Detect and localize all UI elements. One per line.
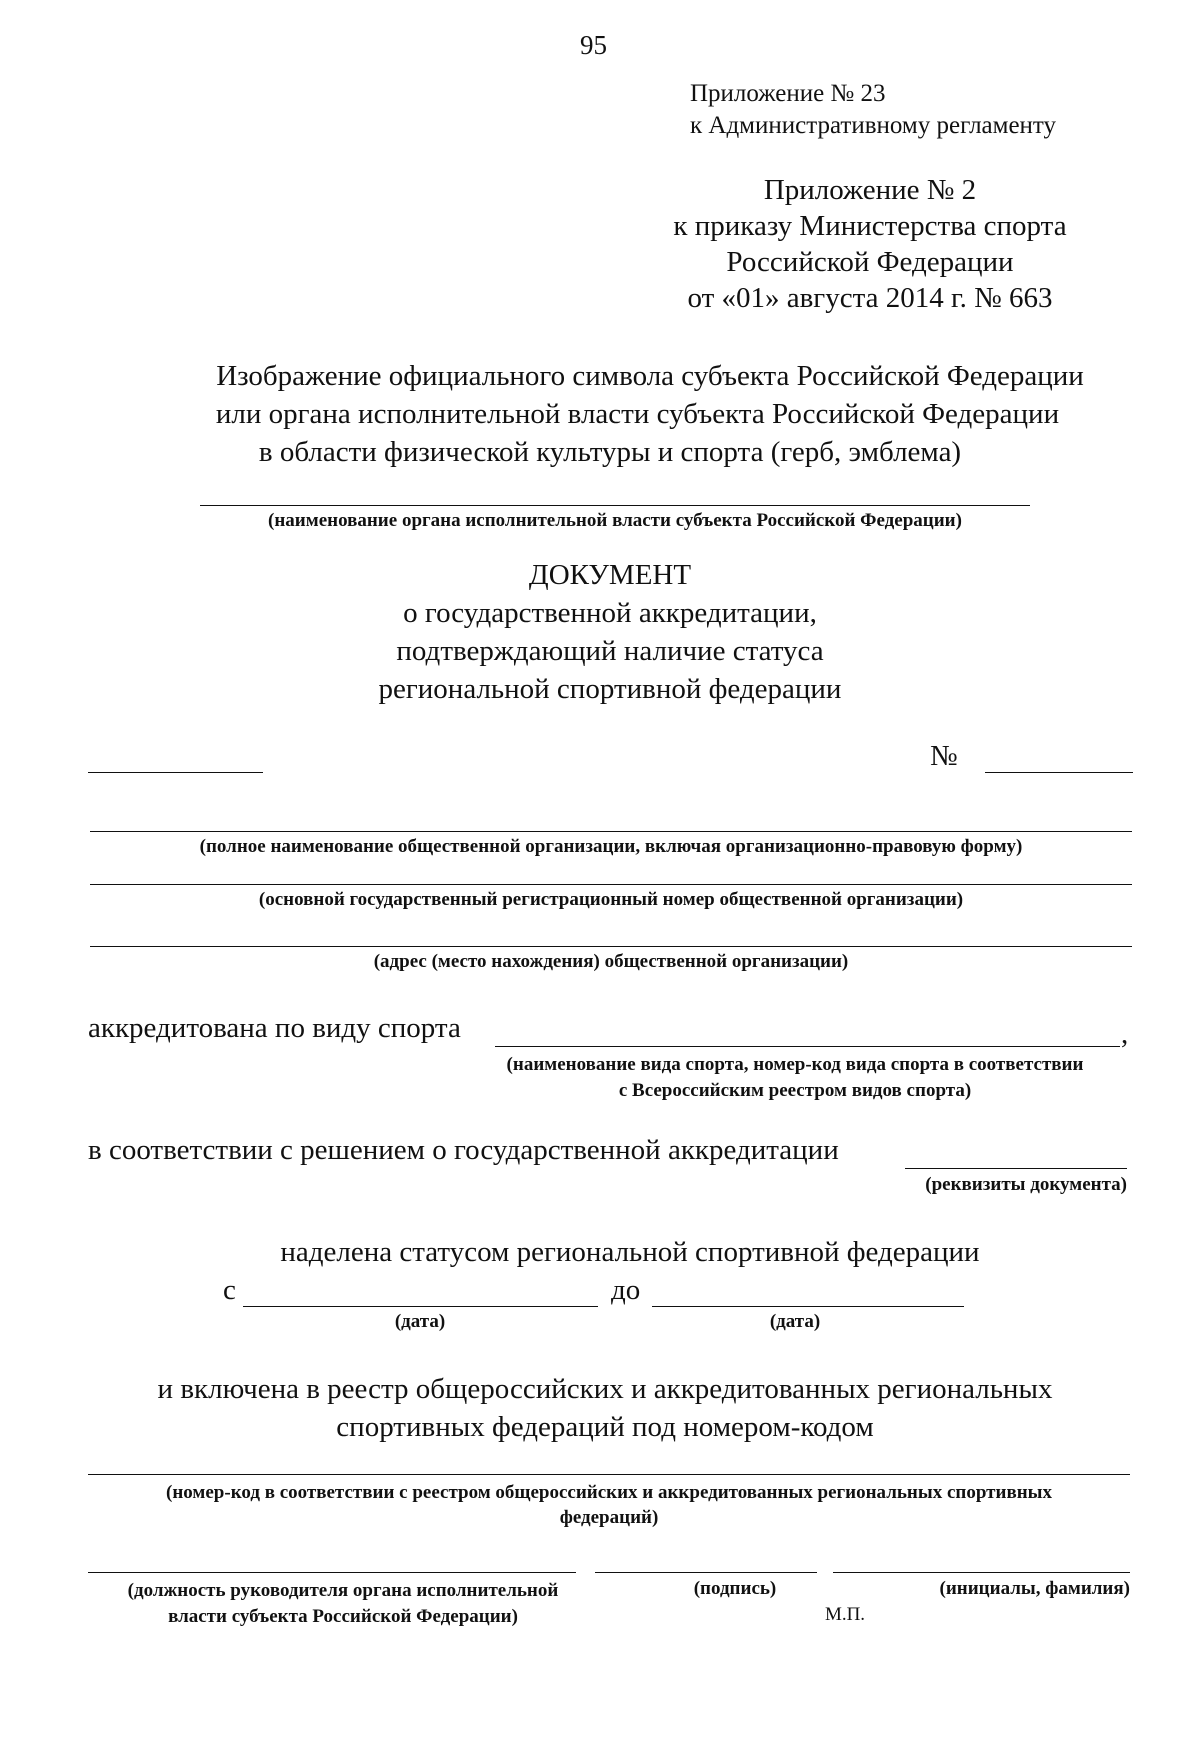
sport-line (495, 1046, 1120, 1047)
status-to-line (652, 1306, 964, 1307)
page-number: 95 (580, 30, 607, 60)
number-line (985, 772, 1133, 773)
decision-line (905, 1168, 1127, 1169)
number-sign: № (930, 740, 958, 772)
status-heading (150, 1236, 1150, 1269)
caption-signature: (подпись) (693, 1578, 777, 1599)
caption-address: (адрес (место нахождения) общественной организации) (373, 951, 849, 972)
document-title (300, 556, 920, 708)
appendix-23 (690, 78, 1056, 142)
date-line (88, 772, 263, 773)
registry-code-line (88, 1474, 1130, 1475)
registry-text (90, 1370, 1120, 1446)
appendix-23-line1: Приложение № 23 (690, 80, 886, 107)
signature-line (595, 1572, 817, 1573)
appendix-2 (630, 172, 1110, 316)
appendix-2-line3: Российской Федерации (726, 246, 1014, 278)
caption-registry-line1: (номер-код в соответствии с реестром общероссийских и аккредитованных региональных спортивных (166, 1482, 1052, 1503)
stamp-label: М.П. (824, 1604, 866, 1625)
status-from-line (243, 1306, 598, 1307)
appendix-2-line4: от «01» августа 2014 г. № 663 (687, 282, 1053, 314)
status-to-label: до (611, 1274, 641, 1306)
document-title-line4: региональной спортивной федерации (378, 673, 842, 705)
caption-sport (470, 1052, 1120, 1104)
document-title-line2: о государственной аккредитации, (403, 597, 817, 629)
accredited-comma: , (1121, 1018, 1129, 1050)
org-name-line (90, 831, 1132, 832)
caption-position-line2: власти субъекта Российской Федерации) (168, 1606, 518, 1627)
document-title-line1: ДОКУМЕНТ (528, 559, 692, 591)
ogrn-line (90, 884, 1132, 885)
appendix-2-line1: Приложение № 2 (763, 174, 977, 206)
caption-position (88, 1578, 598, 1630)
caption-registry-line2: федераций) (559, 1507, 659, 1528)
name-line (833, 1572, 1130, 1573)
registry-line1: и включена в реестр общероссийских и аккредитованных региональных (157, 1373, 1053, 1405)
appendix-23-line2: к Административному регламенту (690, 112, 1057, 139)
caption-position-line1: (должность руководителя органа исполнительной (127, 1580, 559, 1601)
authority-line (200, 505, 1030, 506)
symbol-heading-line2: или органа исполнительной власти субъекта Российской Федерации (215, 398, 1060, 430)
position-line (88, 1572, 576, 1573)
date-caption-to: (дата) (769, 1311, 821, 1332)
status-heading-text: наделена статусом региональной спортивной федерации (280, 1236, 980, 1268)
accredited-label: аккредитована по виду спорта (88, 1012, 461, 1044)
document-title-line3: подтверждающий наличие статуса (396, 635, 824, 667)
symbol-heading (100, 357, 1200, 471)
registry-line2: спортивных федераций под номером-кодом (336, 1411, 874, 1443)
caption-decision: (реквизиты документа) (925, 1174, 1127, 1195)
symbol-heading-line1: Изображение официального символа субъекта Российской Федерации (216, 360, 1084, 392)
date-caption-from: (дата) (394, 1311, 446, 1332)
decision-label: в соответствии с решением о государственной аккредитации (88, 1134, 839, 1166)
status-from-label: с (223, 1274, 236, 1306)
caption-name: (инициалы, фамилия) (939, 1578, 1130, 1599)
address-line (90, 946, 1132, 947)
caption-authority: (наименование органа исполнительной власти субъекта Российской Федерации) (268, 510, 962, 531)
caption-sport-line2: с Всероссийским реестром видов спорта) (618, 1080, 972, 1101)
appendix-2-line2: к приказу Министерства спорта (673, 210, 1067, 242)
caption-registry (88, 1480, 1130, 1530)
symbol-heading-line3: в области физической культуры и спорта (герб, эмблема) (258, 436, 962, 468)
caption-org-name: (полное наименование общественной организации, включая организационно-правовую форму) (199, 836, 1023, 857)
caption-sport-line1: (наименование вида спорта, номер-код вида спорта в соответствии (506, 1054, 1084, 1075)
caption-ogrn: (основной государственный регистрационный номер общественной организации) (258, 889, 964, 910)
